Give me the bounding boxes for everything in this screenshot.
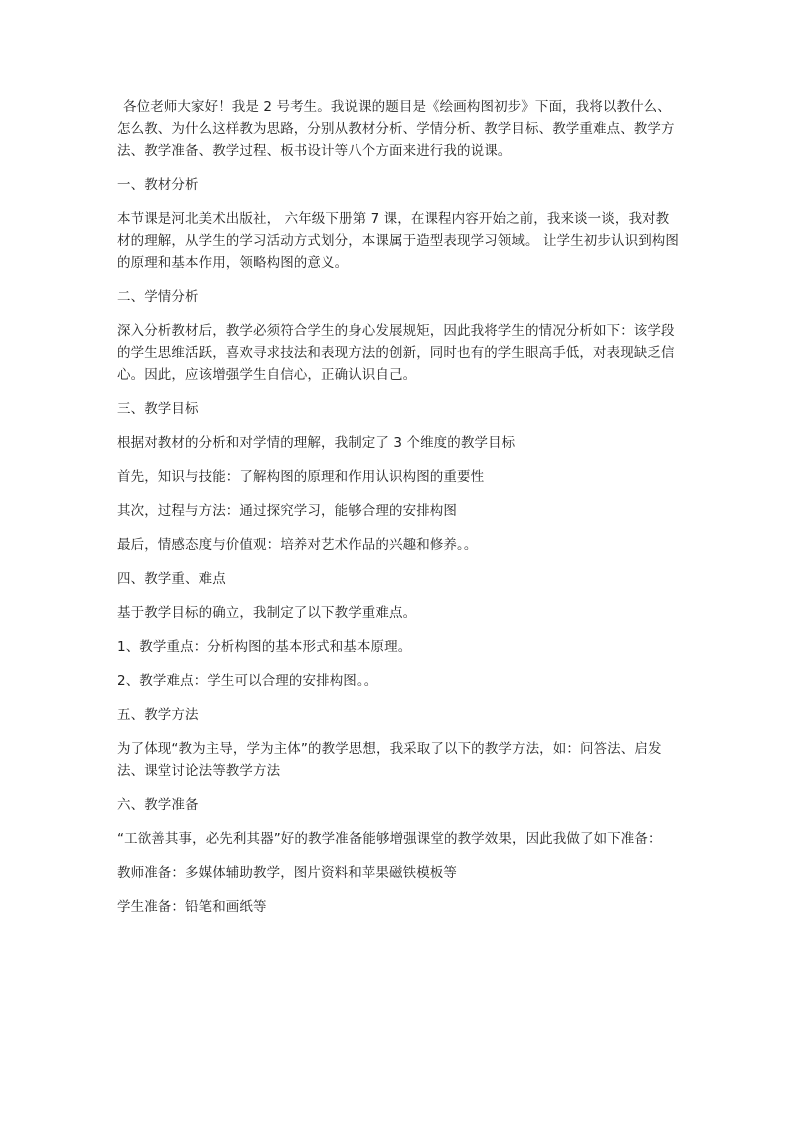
section-heading-teaching-goals: 三、教学目标 xyxy=(117,401,199,417)
key-point-paragraph: 1、教学重点：分析构图的基本形式和基本原理。 xyxy=(117,639,412,655)
preparation-intro-paragraph: “工欲善其事，必先利其器”好的教学准备能够增强课堂的教学效果，因此我做了如下准备： xyxy=(117,831,662,847)
intro-paragraph: 各位老师大家好！我是 2 号考生。我说课的题目是《绘画构图初步》下面，我将以教什么、怎么教、为什么这样教为思路，分别从教材分析、学情分析、教学目标、教学重难点、教学方法、教学准备、教学过程、板书设计等八个方面来进行我的说课。 xyxy=(117,99,675,159)
goals-intro-paragraph: 根据对教材的分析和对学情的理解，我制定了 3 个维度的教学目标 xyxy=(117,435,516,451)
section-heading-teaching-preparation: 六、教学准备 xyxy=(117,797,199,813)
student-preparation-paragraph: 学生准备：铅笔和画纸等 xyxy=(117,899,267,915)
goal-process-paragraph: 其次，过程与方法：通过探究学习，能够合理的安排构图 xyxy=(117,503,457,519)
teaching-methods-paragraph: 为了体现“教为主导，学为主体”的教学思想，我采取了以下的教学方法，如：问答法、启发法、课堂讨论法等教学方法 xyxy=(117,741,662,779)
section-heading-key-difficult-points: 四、教学重、难点 xyxy=(117,571,226,587)
student-analysis-paragraph: 深入分析教材后，教学必须符合学生的身心发展规矩，因此我将学生的情况分析如下：该学段的学生思维活跃，喜欢寻求技法和表现方法的创新，同时也有的学生眼高手低，对表现缺乏信心。因此，应该增强学生自信心，正确认识自己。 xyxy=(117,323,675,383)
difficult-point-paragraph: 2、教学难点：学生可以合理的安排构图。。 xyxy=(117,673,378,689)
section-heading-teaching-methods: 五、教学方法 xyxy=(117,707,199,723)
section-heading-student-analysis: 二、学情分析 xyxy=(117,289,199,305)
textbook-analysis-paragraph: 本节课是河北美术出版社， 六年级下册第 7 课，在课程内容开始之前，我来谈一谈，我对教材的理解，从学生的学习活动方式划分，本课属于造型表现学习领域。 让学生初步认识到构图的原理和基本作用，领略构图的意义。 xyxy=(117,211,679,271)
teacher-preparation-paragraph: 教师准备：多媒体辅助教学，图片资料和苹果磁铁模板等 xyxy=(117,865,457,881)
document-page xyxy=(117,96,679,930)
key-points-intro-paragraph: 基于教学目标的确立，我制定了以下教学重难点。 xyxy=(117,605,417,621)
section-heading-textbook-analysis: 一、教材分析 xyxy=(117,177,199,193)
goal-attitude-paragraph: 最后，情感态度与价值观：培养对艺术作品的兴趣和修养。。 xyxy=(117,537,478,553)
goal-knowledge-paragraph: 首先，知识与技能：了解构图的原理和作用认识构图的重要性 xyxy=(117,469,485,485)
